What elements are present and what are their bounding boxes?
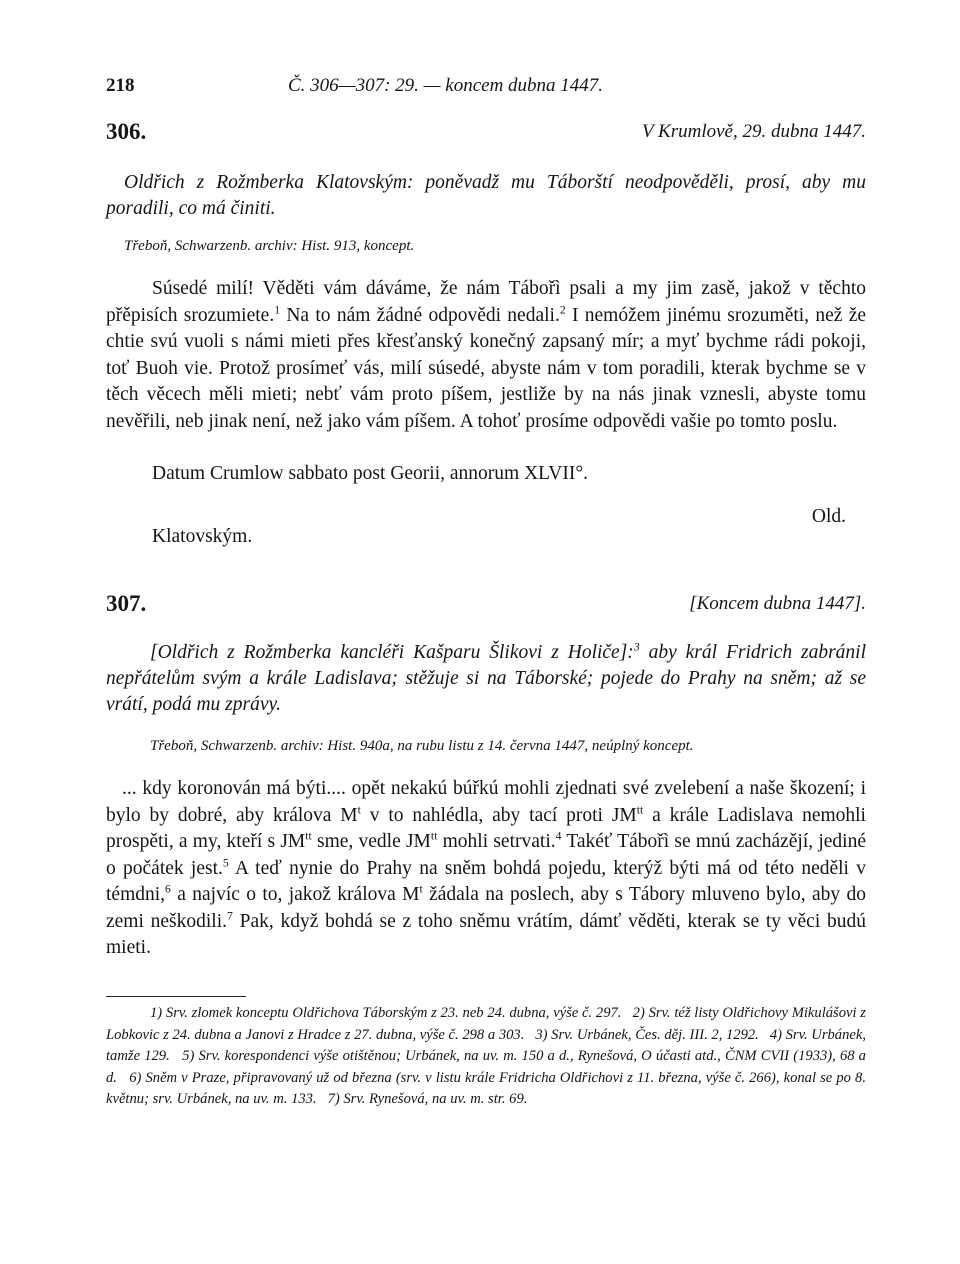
document-number-306: 306. [106,119,147,144]
text-segment: Pak, když bohdá se z toho sněmu vrátím, dámť věděti, kterak se ty věci budú mieti. [106,910,866,958]
text-segment: I nemóžem jinému srozuměti, než že chtie svú vuoli s námi mieti přes křesťanský konečný zapsaný mír; a myť bychme rádi pokoji, toť Buoh vie. Protož prosímeť vás, milí súsedé, abyste nám v tom poradili, kterak bychme se v těch věcech měli mieti; nebť vám proto píšem, jestliže by na nás jinak vznesli, abyste tomu nevěřili, neb jinak není, než jako vám píšem. A tohoť prosíme odpovědi vašie po tomto poslu. [106,304,867,432]
footnote-mark: 1 [274,303,281,316]
signature-306: Old. [811,506,846,527]
superscript-abbrev: tt [430,829,438,843]
document-number-307: 307. [106,591,147,616]
regest-segment: [Oldřich z Rožmberka kancléři Kašparu Šlikovi z Holiče]: [150,642,634,663]
footnote-6: 6) Sněm v Praze, připravovaný už od března (srv. v listu krále Fridricha Oldřichovi z 11. března, výše č. 266), konal se po 8. květnu; srv. Urbánek, na uv. m. 133. [106,1069,866,1107]
regest-segment: aby král Fridrich zabránil nepřátelům svým a krále Ladislava; stěžuje si na Táborské; pojede do Prahy na sněm; až se vrátí, podá mu zprávy. [106,642,866,715]
regest-307 [106,640,866,718]
dateline-306: V Krumlově, 29. dubna 1447. [642,121,866,142]
source-note-307: Třeboň, Schwarzenb. archiv: Hist. 940a, na rubu listu z 14. června 1447, neúplný koncept. [150,738,694,754]
letter-text-306 [106,276,866,435]
running-title: Č. 306—307: 29. — koncem dubna 1447. [288,75,604,96]
text-segment: Súsedé milí! Věděti vám dáváme, že nám Tábořì psali a my jim zasě, jakož v těchto přěpisích srozumiete. [106,278,866,326]
superscript-abbrev: t [357,803,361,816]
superscript-abbrev: tt [636,803,644,816]
text-segment: mohli setrvati. [437,831,556,852]
footnote-3: 3) Srv. Urbánek, Čes. děj. III. 2, 1292. [535,1026,759,1043]
footnote-mark: 7 [227,909,233,922]
superscript-abbrev: tt [305,829,312,843]
footnote-mark: 2 [559,303,566,316]
datum-line-306: Datum Crumlow sabbato post Georii, annorum XLVII°. [152,463,589,484]
footnote-mark: 4 [555,829,562,843]
text-segment: Takéť Tábořì se mnú zacházějí, jediné o počátek jest. [106,831,866,879]
text-segment: ... kdy koronován má býti.... opět nekakú búřkú mohli zjednati své zvelebení a naše škození; i bylo by dobré, aby králova M [106,778,866,826]
footnote-mark: 6 [165,882,171,896]
footnote-rule [106,996,246,997]
dateline-307: [Koncem dubna 1447]. [689,593,866,614]
footnotes-block [106,1003,866,1111]
footnote-mark: 3 [633,640,640,654]
text-segment: a krále Ladislava nemohli prospěti, a my, kteří s JM [106,804,866,852]
text-segment: A teď nynie do Prahy na sněm bohdá pojedu, kterýž býti má od této neděli v témdni, [106,857,866,905]
footnote-1: 1) Srv. zlomek konceptu Oldřichova Táborským z 23. neb 24. dubna, výše č. 297. [150,1005,622,1021]
footnote-2: 2) Srv. též listy Oldřichovy Mikulášovi z Lobkovic z 24. dubna a Janovi z Hradce z 27. dubna, výše č. 298 a 303. [106,1005,866,1043]
footnote-4: 4) Srv. Urbánek, tamže 129. [106,1026,867,1064]
source-note-306: Třeboň, Schwarzenb. archiv: Hist. 913, koncept. [124,238,415,254]
regest-306: Oldřich z Rožmberka Klatovským: poněvadž mu Táborští neodpověděli, prosí, aby mu poradili, co má činiti. [106,172,866,219]
text-segment: a najvíc o to, jakož králova M [170,884,420,905]
superscript-abbrev: t [419,882,423,896]
footnote-7: 7) Srv. Rynešová, na uv. m. str. 69. [327,1091,528,1107]
text-segment: sme, vedle JM [311,831,431,852]
footnote-5: 5) Srv. korespondenci výše otištěnou; Urbánek, na uv. m. 150 a d., Rynešová, O účasti atd., ČNM CVII (1933), 68 a d. [106,1048,866,1086]
footnote-mark: 5 [222,856,229,869]
text-segment: Na to nám žádné odpovědi nedali. [280,304,560,326]
text-segment: v to nahlédla, aby tací proti JM [360,804,637,826]
letter-text-307 [106,776,866,962]
page-number: 218 [106,75,135,96]
text-segment: žádala na poslech, aby s Tábory mluveno bylo, aby do zemi neškodili. [106,884,866,932]
address-306: Klatovským. [152,526,253,547]
